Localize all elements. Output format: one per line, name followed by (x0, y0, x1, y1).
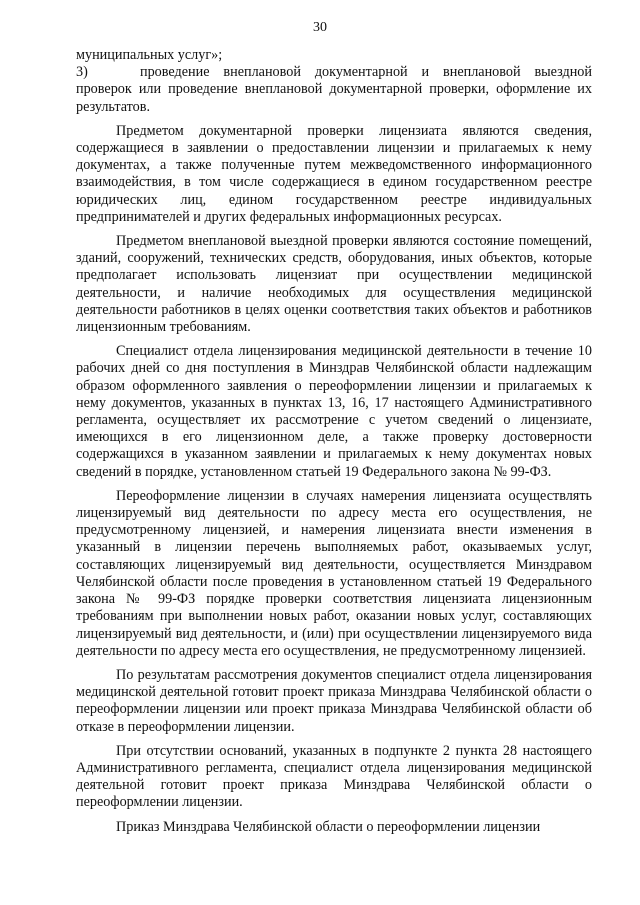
paragraph: Предметом внеплановой выездной проверки являются состояние помещений, зданий, сооружений, технических средств, оборудования, иных объектов, которые предполагает использовать лицензиат при осуществлении медицинской деятельности, и наличие необходимых для осуществления медицинской деятельности работников в целях оценки соответствия таких объектов и работников лицензионным требованиям. (76, 233, 592, 336)
paragraph: По результатам рассмотрения документов специалист отдела лицензирования медицинской деятельной готовит проект приказа Минздрава Челябинской области о переоформлении лицензии или проект приказа Минздрава Челябинской области об отказе в переоформлении лицензии. (76, 666, 592, 735)
paragraph: При отсутствии оснований, указанных в подпункте 2 пункта 28 настоящего Административного регламента, специалист отдела лицензирования медицинской деятельной готовит проект приказа Минздрава Челябинской области о переоформлении лицензии. (76, 742, 592, 811)
paragraph: Предметом документарной проверки лицензиата являются сведения, содержащиеся в заявлении о предоставлении лицензии и прилагаемых к нему документах, а также полученные путем межведомственного информационного взаимодействия, в том числе содержащиеся в едином государственном реестре юридических лиц, едином государственном реестре индивидуальных предпринимателей и других федеральных информационных ресурсах. (76, 122, 592, 225)
document-body (76, 47, 592, 836)
list-item-3 (76, 64, 592, 116)
list-item-number: 3) (76, 64, 88, 81)
paragraph-continuation: муниципальных услуг»; (76, 47, 223, 63)
list-item-text: проведение внеплановой документарной и внеплановой выездной проверок или проведение внеплановой документарной проверки, оформление их результатов. (76, 64, 592, 115)
page-number: 30 (313, 20, 327, 35)
paragraph: Переоформление лицензии в случаях намерения лицензиата осуществлять лицензируемый вид деятельности по адресу места его осуществления, не предусмотренному лицензией, и намерения лицензиата внести изменения в указанный в лицензии перечень выполняемых работ, оказываемых услуг, составляющих лицензируемый вид деятельности, осуществляется Минздравом Челябинской области после проведения в установленном статьей 19 Федерального закона № 99-ФЗ порядке проверки соответствия лицензиата лицензионным требованиям при выполнении новых работ, оказании новых услуг, составляющих лицензируемый вид деятельности, и (или) при осуществлении лицензируемого вида деятельности по адресу места его осуществления, не предусмотренному лицензией. (76, 487, 592, 659)
paragraph: Приказ Минздрава Челябинской области о переоформлении лицензии (116, 818, 541, 835)
paragraph: Специалист отдела лицензирования медицинской деятельности в течение 10 рабочих дней со дня поступления в Минздрав Челябинской области надлежащим образом оформленного заявления о переоформлении лицензии и прилагаемых к нему документов, указанных в пунктах 13, 16, 17 настоящего Административного регламента, осуществляет их рассмотрение с учетом сведений о лицензиате, имеющихся в его лицензионном деле, а также проверку достоверности содержащихся в указанном заявлении и прилагаемых к нему документах новых сведений в порядке, установленном статьей 19 Федерального закона № 99-ФЗ. (76, 343, 592, 480)
